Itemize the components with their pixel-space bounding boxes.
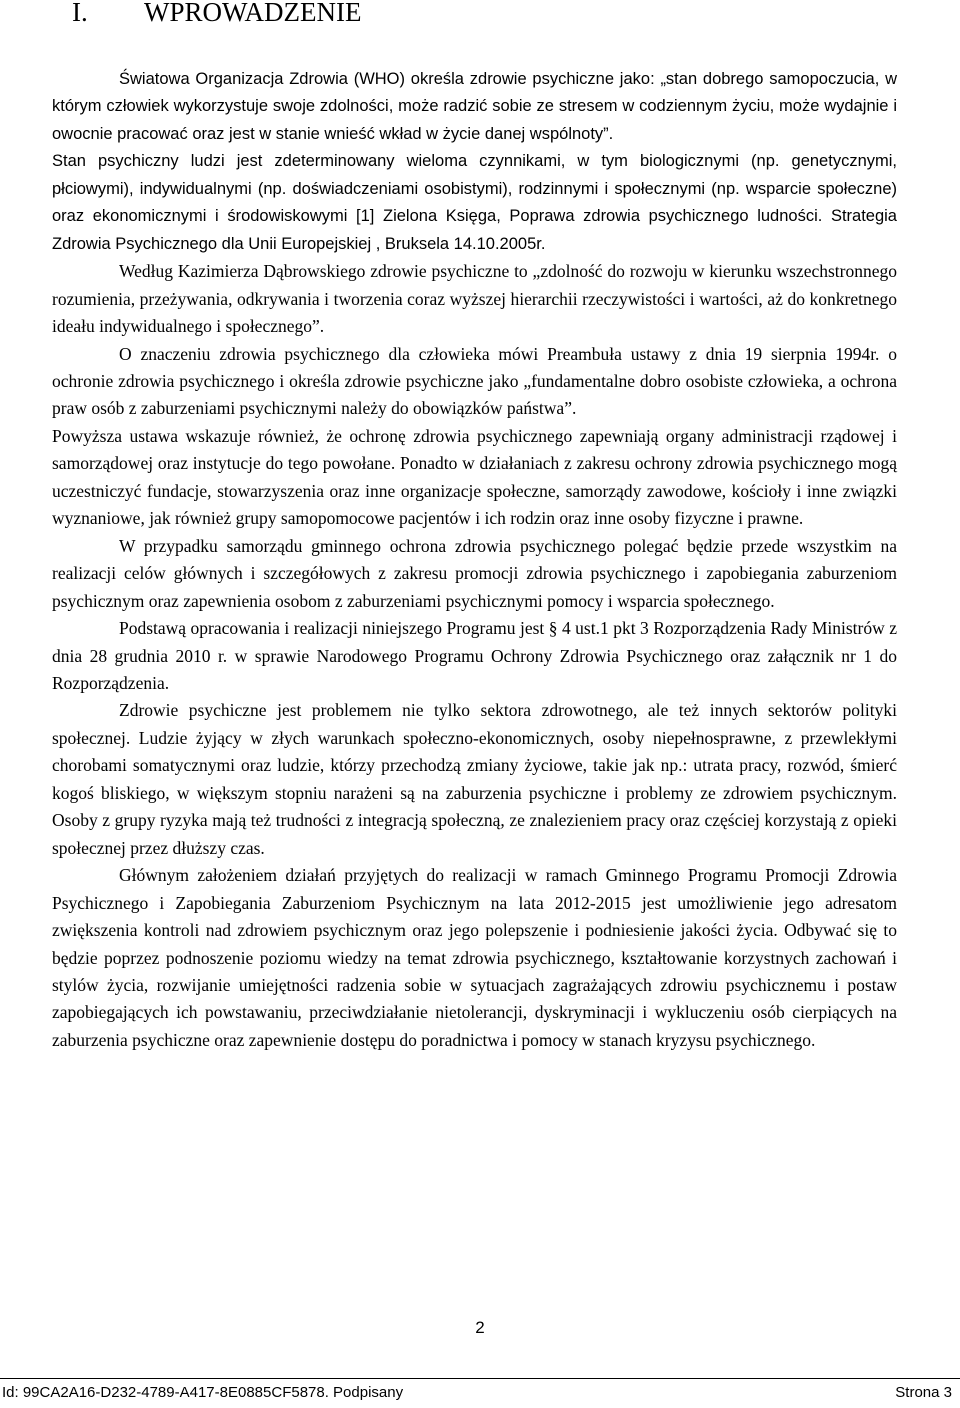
- page-number: 2: [475, 1318, 485, 1337]
- paragraph-program-goal: Głównym założeniem działań przyjętych do realizacji w ramach Gminnego Programu Promocji Zdrowia Psychicznego i Zapobiegania Zaburzeniom Psychicznym na lata 2012-2015 jest umożliwienie jego adresatom zwiększenia kontroli nad zdrowiem psychicznym oraz jego polepszenie i podniesienie jakości życia. Odbywać się to będzie poprzez podnoszenie poziomu wiedzy na temat zdrowia psychicznego, kształtowanie korzystnych zachowań i stylów życia, rozwijanie umiejętności radzenia sobie w sytuacjach zagrażających zdrowiu psychicznemu i postaw zapobiegających ich powstawaniu, przeciwdziałanie nietolerancji, dyskryminacji i wykluczeniu osób cierpiących na zaburzenia psychiczne oraz zapewnienie dostępu do poradnictwa i pomocy w stanach kryzysu psychicznego.: [52, 865, 897, 1050]
- paragraph-act-organs: Powyższa ustawa wskazuje również, że ochronę zdrowia psychicznego zapewniają organy administracji rządowej i samorządowej oraz instytucje do tego powołane. Ponadto w działaniach z zakresu ochrony zdrowia psychicznego mogą uczestniczyć fundacje, stowarzyszenia oraz inne organizacje społeczne, samorządy zawodowe, kościoły i inne związki wyznaniowe, jak również grupy samopomocowe pacjentów i ich rodzin oraz inne osoby fizyczne i prawne.: [52, 425, 897, 529]
- section-title: WPROWADZENIE: [144, 0, 362, 27]
- paragraph-preamble: O znaczeniu zdrowia psychicznego dla człowieka mówi Preambuła ustawy z dnia 19 sierpnia 1994r. o ochronie zdrowia psychicznego i określa zdrowie psychiczne jako „fundamentalne dobro osobiste człowieka, a ochrona praw osób z zaburzeniami psychicznymi należy do obowiązków państwa”.: [52, 343, 897, 419]
- paragraph-municipality: W przypadku samorządu gminnego ochrona zdrowia psychicznego polegać będzie przede wszystkim na realizacji celów głównych i szczegółowych z zakresu promocji zdrowia psychicznego i zapobiegania zaburzeniom psychicznym oraz zapewnienia osobom z zaburzeniami psychicznymi pomocy i wsparcia społecznego.: [52, 535, 897, 611]
- paragraph-social-policy: Zdrowie psychiczne jest problemem nie tylko sektora zdrowotnego, ale też innych sektorów polityki społecznej. Ludzie żyjący w złych warunkach społeczno-ekonomicznych, osoby niepełnosprawne, z przewlekłymi chorobami somatycznymi oraz ludzie, którzy przechodzą zmiany życiowe, takie jak np.: utrata pracy, rozwód, śmierć kogoś bliskiego, w większym stopniu narażeni są na zaburzenia psychiczne i problemy ze zdrowiem psychicznym. Osoby z grupy ryzyka mają też trudności z integracją społeczną, ze znalezieniem pracy oraz częściej korzystają z opieki społecznej przez dłuższy czas.: [52, 700, 897, 858]
- footer-page-label: Strona 3: [895, 1384, 952, 1401]
- section-number: I.: [72, 0, 88, 27]
- paragraph-legal-basis: Podstawą opracowania i realizacji niniejszego Programu jest § 4 ust.1 pkt 3 Rozporządzenia Rady Ministrów z dnia 28 grudnia 2010 r. w sprawie Narodowego Programu Ochrony Zdrowia Psychicznego oraz załącznik nr 1 do Rozporządzenia.: [52, 618, 897, 693]
- paragraph-who-definition: Światowa Organizacja Zdrowia (WHO) określa zdrowie psychiczne jako: „stan dobrego samopoczucia, w którym człowiek wykorzystuje swoje zdolności, może radzić sobie ze stresem w codziennym życiu, może wydajnie i owocnie pracować oraz jest w stanie wnieść wkład w życie danej wspólnoty”.: [52, 70, 897, 143]
- footer-divider: [0, 1378, 960, 1379]
- footer-document-id: Id: 99CA2A16-D232-4789-A417-8E0885CF5878. Podpisany: [2, 1384, 404, 1401]
- paragraph-dabrowski: Według Kazimierza Dąbrowskiego zdrowie psychiczne to „zdolność do rozwoju w kierunku wszechstronnego rozumienia, przeżywania, odkrywania i tworzenia coraz wyższej hierarchii rzeczywistości i wartości, aż do konkretnego ideału indywidualnego i społecznego”.: [52, 261, 897, 337]
- section-heading: [72, 0, 361, 28]
- paragraph-determinants: Stan psychiczny ludzi jest zdeterminowany wieloma czynnikami, w tym biologicznymi (np. genetycznymi, płciowymi), indywidualnymi (np. doświadczeniami osobistymi), rodzinnymi i społecznymi (np. wsparcie społeczne) oraz ekonomicznymi i środowiskowymi [1] Zielona Księga, Poprawa zdrowia psychicznego ludności. Strategia Zdrowia Psychicznego dla Unii Europejskiej , Bruksela 14.10.2005r.: [52, 152, 897, 253]
- footer: [0, 1384, 960, 1406]
- document-body: [52, 66, 897, 1054]
